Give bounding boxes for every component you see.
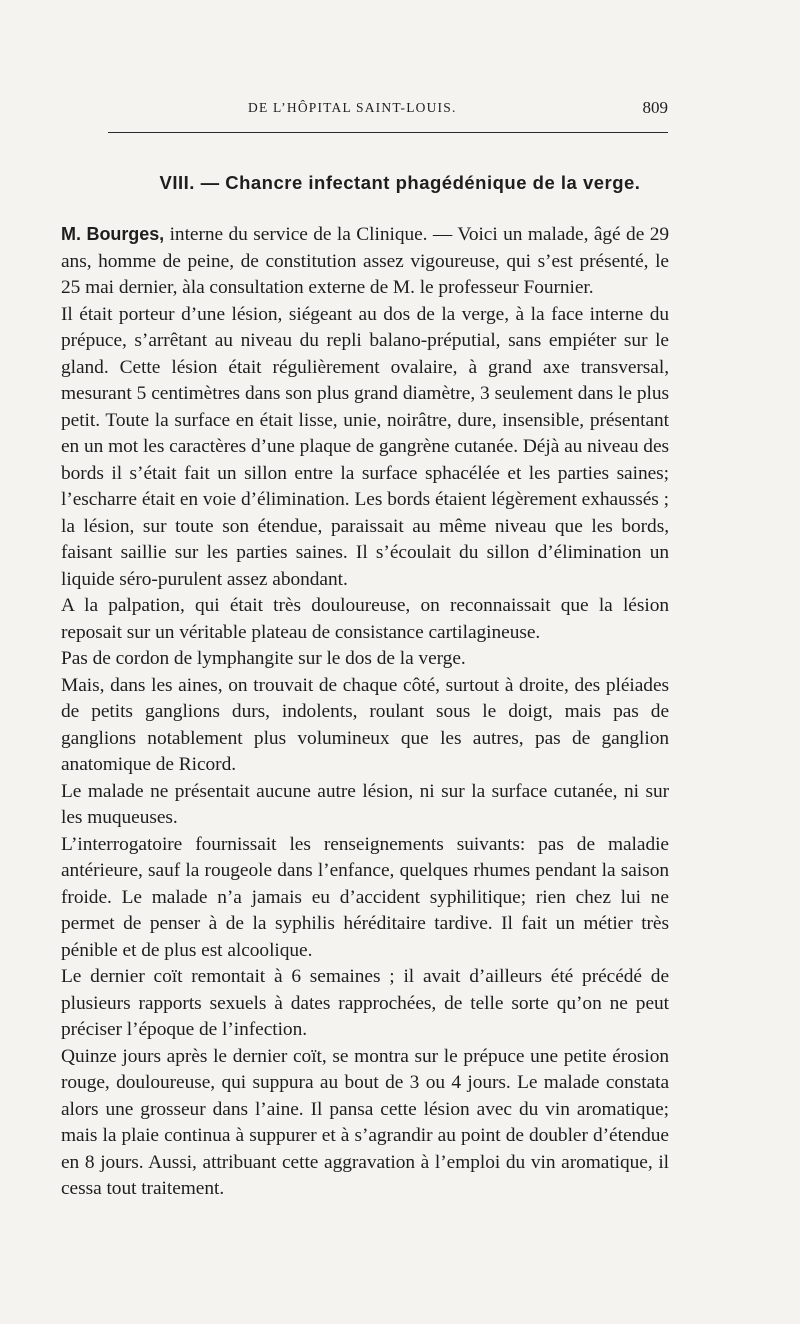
paragraph-9: Quinze jours après le dernier coït, se montra sur le prépuce une petite érosion rouge, douloureuse, qui suppura au bout de 3 ou 4 jours. Le malade constata alors une grosseur dans l’aine. Il pansa cette lésion avec du vin aromatique; mais la plaie continua à suppurer et à s’agrandir au point de doubler d’étendue en 8 jours. Aussi, attribuant cette aggravation à l’emploi du vin aromatique, il cessa tout traitement. [61,1045,669,1199]
header-rule [108,132,668,133]
paragraph-3: A la palpation, qui était très douloureuse, on reconnaissait que la lésion reposait sur un véritable plateau de consistance cartilagineuse. [61,595,669,643]
running-title: DE L’HÔPITAL SAINT-LOUIS. [248,100,457,115]
paragraph-2: Il était porteur d’une lésion, siégeant au dos de la verge, à la face interne du prépuce, s’arrêtant au niveau du repli balano-préputial, sans empiéter sur le gland. Cette lésion était régulièrement ovalaire, à grand axe transversal, mesurant 5 centimètres dans son plus grand diamètre, 3 seulement dans le plus petit. Toute la surface en était lisse, unie, noirâtre, dure, insensible, présentant en un mot les caractères d’une plaque de gangrène cutanée. Déjà au niveau des bords il s’était fait un sillon entre la surface sphacélée et les parties saines; l’escharre était en voie d’élimination. Les bords étaient légèrement exhaussés ; la lésion, sur toute son étendue, paraissait au même niveau que les bords, faisant saillie sur les parties saines. Il s’écoulait du sillon d’élimination un liquide séro-purulent assez abondant. [61,303,669,590]
chapter-title: VIII. — Chancre infectant phagédénique de la verge. [159,172,641,193]
paragraph-1-text: interne du service de la Clinique. — Voici un malade, âgé de 29 ans, homme de peine, de constitution assez vigoureuse, qui s’est présenté, le 25 mai dernier, àla consultation externe de M. le professeur Fournier. [61,224,669,298]
paragraph-7: L’interrogatoire fournissait les renseignements suivants: pas de maladie antérieure, sauf la rougeole dans l’enfance, quelques rhumes pendant la saison froide. Le malade n’a jamais eu d’accident syphilitique; rien chez lui ne permet de penser à de la syphilis héréditaire tardive. Il fait un métier très pénible et de plus est alcoolique. [61,833,669,961]
running-head [108,98,668,126]
paragraph-8: Le dernier coït remontait à 6 semaines ; il avait d’ailleurs été précédé de plusieurs rapports sexuels à dates rapprochées, de telle sorte qu’on ne peut préciser l’époque de l’infection. [61,966,669,1040]
speaker-name: M. Bourges, [61,224,165,244]
paragraph-4: Pas de cordon de lymphangite sur le dos de la verge. [61,648,466,669]
page-number: 809 [642,98,668,117]
body-text [61,221,669,1203]
paragraph-1 [61,221,669,302]
paragraph-5: Mais, dans les aines, on trouvait de chaque côté, surtout à droite, des pléiades de petits ganglions durs, indolents, roulant sous le doigt, mais pas de ganglions notablement plus volumineux que les autres, pas de ganglion anatomique de Ricord. [61,674,669,775]
paragraph-6: Le malade ne présentait aucune autre lésion, ni sur la surface cutanée, ni sur les muqueuses. [61,780,669,828]
